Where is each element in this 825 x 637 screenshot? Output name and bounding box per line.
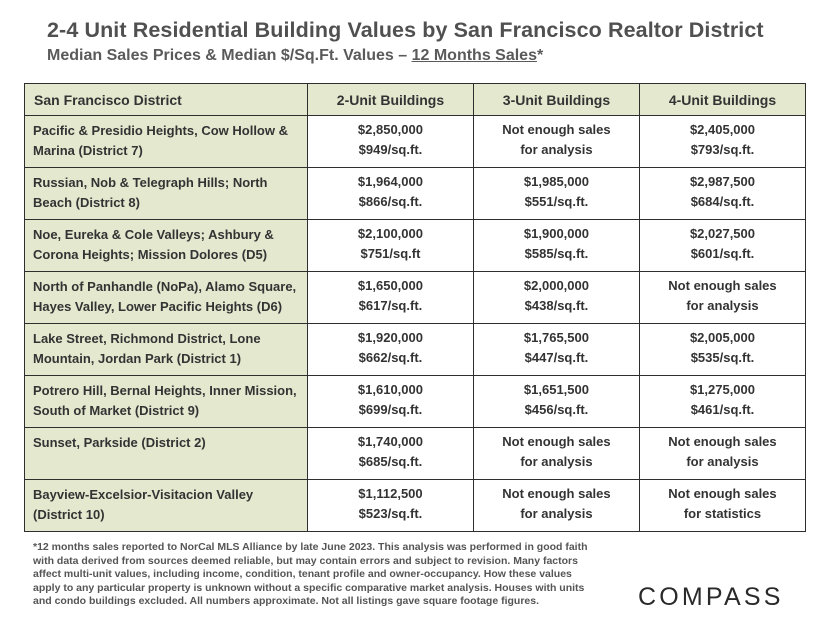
district-line: Lake Street, Richmond District, Lone <box>33 331 261 346</box>
district-line: Beach (District 8) <box>33 195 140 210</box>
value-cell-4-unit <box>639 272 805 324</box>
median-price: $2,005,000 <box>689 330 756 345</box>
value-cell-4-unit <box>639 428 805 480</box>
district-cell <box>25 480 308 532</box>
median-price: $2,987,500 <box>689 174 756 189</box>
header-2-unit: 2-Unit Buildings <box>307 84 473 116</box>
district-line: Corona Heights; Mission Dolores (D5) <box>33 247 268 262</box>
price-per-sqft: $685/sq.ft. <box>358 454 423 469</box>
value-cell-3-unit <box>473 168 639 220</box>
footnote-line: apply to any particular property is unknown without a specific comparative market analysis. Houses with units <box>33 581 585 594</box>
value-cell-4-unit <box>639 168 805 220</box>
page-subtitle <box>47 47 543 65</box>
subtitle-suffix: * <box>536 47 544 64</box>
district-cell <box>25 116 308 168</box>
median-price: $1,651,500 <box>523 382 589 397</box>
median-price: $1,650,000 <box>357 278 423 293</box>
table-row <box>25 272 806 324</box>
price-per-sqft: $617/sq.ft. <box>358 298 423 313</box>
value-cell-4-unit <box>639 324 805 376</box>
value-cell-2-unit <box>307 272 473 324</box>
district-line: Russian, Nob & Telegraph Hills; North <box>33 175 268 190</box>
median-price: $1,275,000 <box>689 382 756 397</box>
median-price: $2,100,000 <box>357 226 423 241</box>
header-3-unit: 3-Unit Buildings <box>473 84 639 116</box>
footnote-line: affect multi-unit values, including income, condition, tenant profile and owner-occupancy. How these values <box>33 568 572 581</box>
value-cell-2-unit <box>307 168 473 220</box>
district-line: Mountain, Jordan Park (District 1) <box>33 351 242 366</box>
district-line: Pacific & Presidio Heights, Cow Hollow & <box>33 123 288 138</box>
price-per-sqft: for analysis <box>686 454 759 469</box>
price-per-sqft: $461/sq.ft. <box>690 402 755 417</box>
price-per-sqft: for analysis <box>520 454 593 469</box>
district-line: Noe, Eureka & Cole Valleys; Ashbury & <box>33 227 274 242</box>
district-line: Potrero Hill, Bernal Heights, Inner Mission, <box>33 383 297 398</box>
footnote-line: and condo buildings excluded. All numbers approximate. Not all listings gave square footage figures. <box>33 595 540 608</box>
price-per-sqft: $535/sq.ft. <box>690 350 755 365</box>
district-line: Hayes Valley, Lower Pacific Heights (D6) <box>33 299 283 314</box>
price-per-sqft: $447/sq.ft. <box>524 350 589 365</box>
district-line: South of Market (District 9) <box>33 403 200 418</box>
price-per-sqft: $866/sq.ft. <box>358 194 423 209</box>
median-price: Not enough sales <box>668 434 777 449</box>
table-row <box>25 428 806 480</box>
page-title: 2-4 Unit Residential Building Values by San Francisco Realtor District <box>47 18 764 42</box>
median-price: $1,740,000 <box>357 434 423 449</box>
table-row <box>25 324 806 376</box>
value-cell-2-unit <box>307 480 473 532</box>
value-cell-3-unit <box>473 324 639 376</box>
values-table <box>24 83 806 532</box>
district-cell <box>25 220 308 272</box>
price-per-sqft: for statistics <box>683 506 762 521</box>
header-district: San Francisco District <box>25 84 308 116</box>
median-price: $1,112,500 <box>358 486 423 501</box>
district-cell <box>25 324 308 376</box>
footnote <box>33 541 623 609</box>
price-per-sqft: $684/sq.ft. <box>690 194 755 209</box>
price-per-sqft: $793/sq.ft. <box>690 142 755 157</box>
price-per-sqft: for analysis <box>520 142 593 157</box>
compass-logo: COMPASS <box>638 583 784 611</box>
table-row <box>25 376 806 428</box>
district-line: Marina (District 7) <box>33 143 143 158</box>
district-cell <box>25 168 308 220</box>
median-price: Not enough sales <box>502 434 611 449</box>
median-price: $2,027,500 <box>689 226 756 241</box>
price-per-sqft: $551/sq.ft. <box>524 194 589 209</box>
price-per-sqft: $949/sq.ft. <box>358 142 423 157</box>
median-price: Not enough sales <box>502 486 611 501</box>
table-row <box>25 168 806 220</box>
price-per-sqft: $456/sq.ft. <box>524 402 589 417</box>
value-cell-3-unit <box>473 376 639 428</box>
median-price: $2,000,000 <box>523 278 589 293</box>
price-per-sqft: $699/sq.ft. <box>358 402 423 417</box>
table-row <box>25 220 806 272</box>
district-line: North of Panhandle (NoPa), Alamo Square, <box>33 279 297 294</box>
median-price: $1,900,000 <box>523 226 589 241</box>
district-cell <box>25 428 308 480</box>
median-price: Not enough sales <box>668 486 777 501</box>
median-price: $1,964,000 <box>357 174 423 189</box>
value-cell-4-unit <box>639 220 805 272</box>
value-cell-2-unit <box>307 428 473 480</box>
district-cell <box>25 376 308 428</box>
table-row <box>25 480 806 532</box>
value-cell-2-unit <box>307 220 473 272</box>
value-cell-4-unit <box>639 116 805 168</box>
median-price: $2,850,000 <box>357 122 423 137</box>
median-price: $2,405,000 <box>689 122 756 137</box>
value-cell-2-unit <box>307 116 473 168</box>
price-per-sqft: for analysis <box>520 506 593 521</box>
median-price: $1,610,000 <box>357 382 423 397</box>
value-cell-3-unit <box>473 428 639 480</box>
value-cell-3-unit <box>473 272 639 324</box>
price-per-sqft: $662/sq.ft. <box>358 350 423 365</box>
median-price: Not enough sales <box>502 122 611 137</box>
subtitle-underlined: 12 Months Sales <box>411 47 537 64</box>
value-cell-2-unit <box>307 376 473 428</box>
median-price: Not enough sales <box>668 278 777 293</box>
header-4-unit: 4-Unit Buildings <box>639 84 805 116</box>
price-per-sqft: for analysis <box>686 298 759 313</box>
value-cell-4-unit <box>639 480 805 532</box>
district-line <box>33 453 301 473</box>
value-cell-4-unit <box>639 376 805 428</box>
value-cell-3-unit <box>473 220 639 272</box>
price-per-sqft: $523/sq.ft. <box>358 506 423 521</box>
district-cell <box>25 272 308 324</box>
footnote-line: with data derived from sources deemed reliable, but may contain errors and subject to revision. Many factors <box>33 554 578 567</box>
district-line: Sunset, Parkside (District 2) <box>33 435 206 450</box>
price-per-sqft: $438/sq.ft. <box>524 298 589 313</box>
table-row <box>25 116 806 168</box>
value-cell-3-unit <box>473 116 639 168</box>
footnote-line: *12 months sales reported to NorCal MLS Alliance by late June 2023. This analysis was performed in good faith <box>33 541 588 553</box>
value-cell-3-unit <box>473 480 639 532</box>
price-per-sqft: $601/sq.ft. <box>690 246 755 261</box>
value-cell-2-unit <box>307 324 473 376</box>
subtitle-prefix: Median Sales Prices & Median $/Sq.Ft. Values – <box>47 47 412 64</box>
price-per-sqft: $585/sq.ft. <box>524 246 589 261</box>
header-row <box>25 84 806 116</box>
median-price: $1,985,000 <box>523 174 589 189</box>
district-line: Bayview-Excelsior-Visitacion Valley <box>33 487 254 502</box>
district-line: (District 10) <box>33 507 105 522</box>
median-price: $1,920,000 <box>357 330 423 345</box>
median-price: $1,765,500 <box>523 330 589 345</box>
price-per-sqft: $751/sq.ft <box>360 246 421 261</box>
